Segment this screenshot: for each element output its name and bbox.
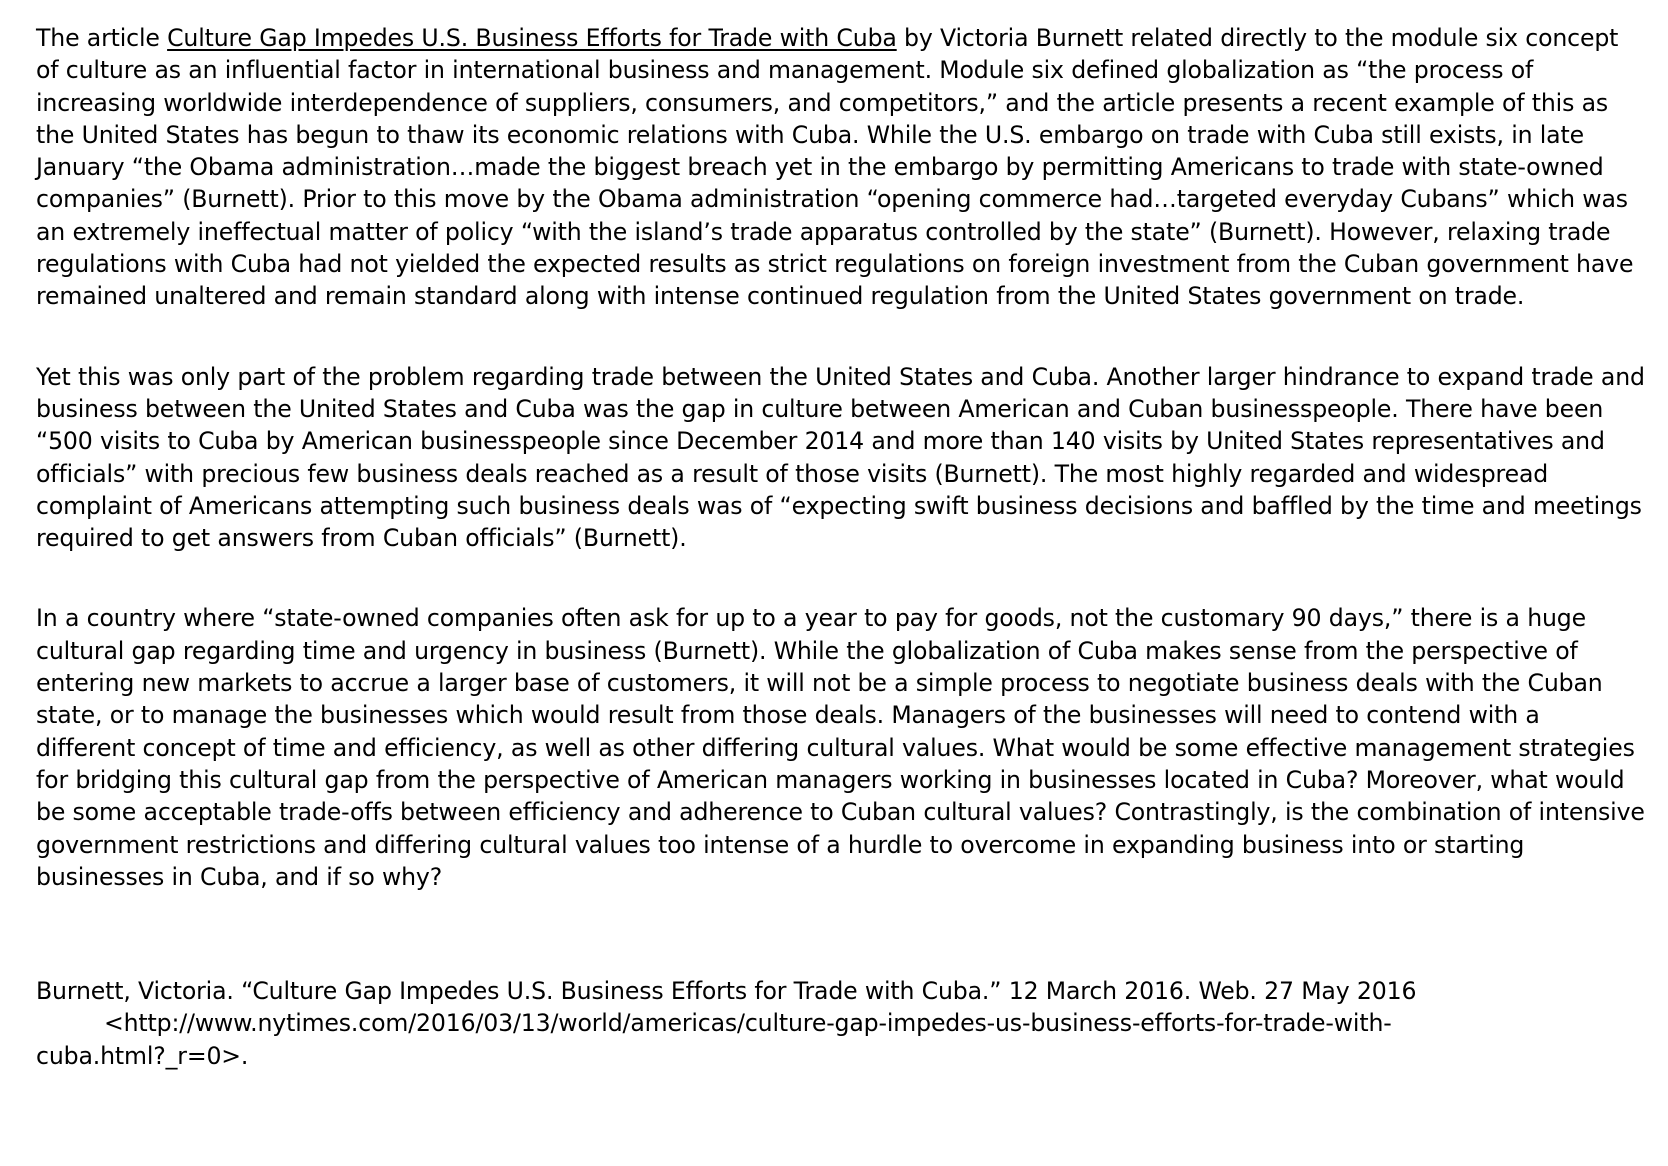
document-body: [36, 22, 1646, 1072]
paragraph-2: Yet this was only part of the problem regarding trade between the United States and Cuba. Another larger hindrance to expand trade and business between the United States and Cuba was the gap in culture between American and Cuban businesspeople. There have been “500 visits to Cuba by American businesspeople since December 2014 and more than 140 visits by United States representatives and officials” with precious few business deals reached as a result of those visits (Burnett). The most highly regarded and widespread complaint of Americans attempting such business deals was of “expecting swift business decisions and baffled by the time and meetings required to get answers from Cuban officials” (Burnett).: [36, 362, 1645, 553]
reference-citation: [36, 975, 1646, 1072]
reference-url: <http://www.nytimes.com/2016/03/13/world/americas/culture-gap-impedes-us-business-efforts-for-trade-with-: [104, 1009, 1392, 1038]
paragraph-1-text: by Victoria Burnett related directly to the module six concept of culture as an influential factor in international business and management. Module six defined globalization as “the process of increasing worldwide interdependence of suppliers, consumers, and competitors,” and the article presents a recent example of this as the United States has begun to thaw its economic relations with Cuba. While the U.S. embargo on trade with Cuba still exists, in late January “the Obama administration…made the biggest breach yet in the embargo by permitting Americans to trade with state-owned companies” (Burnett). Prior to this move by the Obama administration “opening commerce had…targeted everyday Cubans” which was an extremely ineffectual matter of policy “with the island’s trade apparatus controlled by the state” (Burnett). However, relaxing trade regulations with Cuba had not yielded the expected results as strict regulations on foreign investment from the Cuban government have remained unaltered and remain standard along with intense continued regulation from the United States government on trade.: [36, 24, 1634, 311]
reference-line-1: Burnett, Victoria. “Culture Gap Impedes U.S. Business Efforts for Trade with Cuba.” 12 March 2016. Web. 27 May 2016: [36, 977, 1417, 1006]
article-title: Culture Gap Impedes U.S. Business Efforts for Trade with Cuba: [167, 24, 897, 52]
reference-url-end: cuba.html?_r=0>.: [36, 1041, 249, 1070]
paragraph-1: [36, 22, 1646, 313]
paragraph-3: In a country where “state-owned companies often ask for up to a year to pay for goods, not the customary 90 days,” there is a huge cultural gap regarding time and urgency in business (Burnett). While the globalization of Cuba makes sense from the perspective of entering new markets to accrue a larger base of customers, it will not be a simple process to negotiate business deals with the Cuban state, or to manage the businesses which would result from those deals. Managers of the businesses will need to contend with a different concept of time and efficiency, as well as other differing cultural values. What would be some effective management strategies for bridging this cultural gap from the perspective of American managers working in businesses located in Cuba? Moreover, what would be some acceptable trade-offs between efficiency and adherence to Cuban cultural values? Contrastingly, is the combination of intensive government restrictions and differing cultural values too intense of a hurdle to overcome in expanding business into or starting businesses in Cuba, and if so why?: [36, 604, 1645, 891]
paragraph-1-prefix: The article: [36, 24, 168, 52]
